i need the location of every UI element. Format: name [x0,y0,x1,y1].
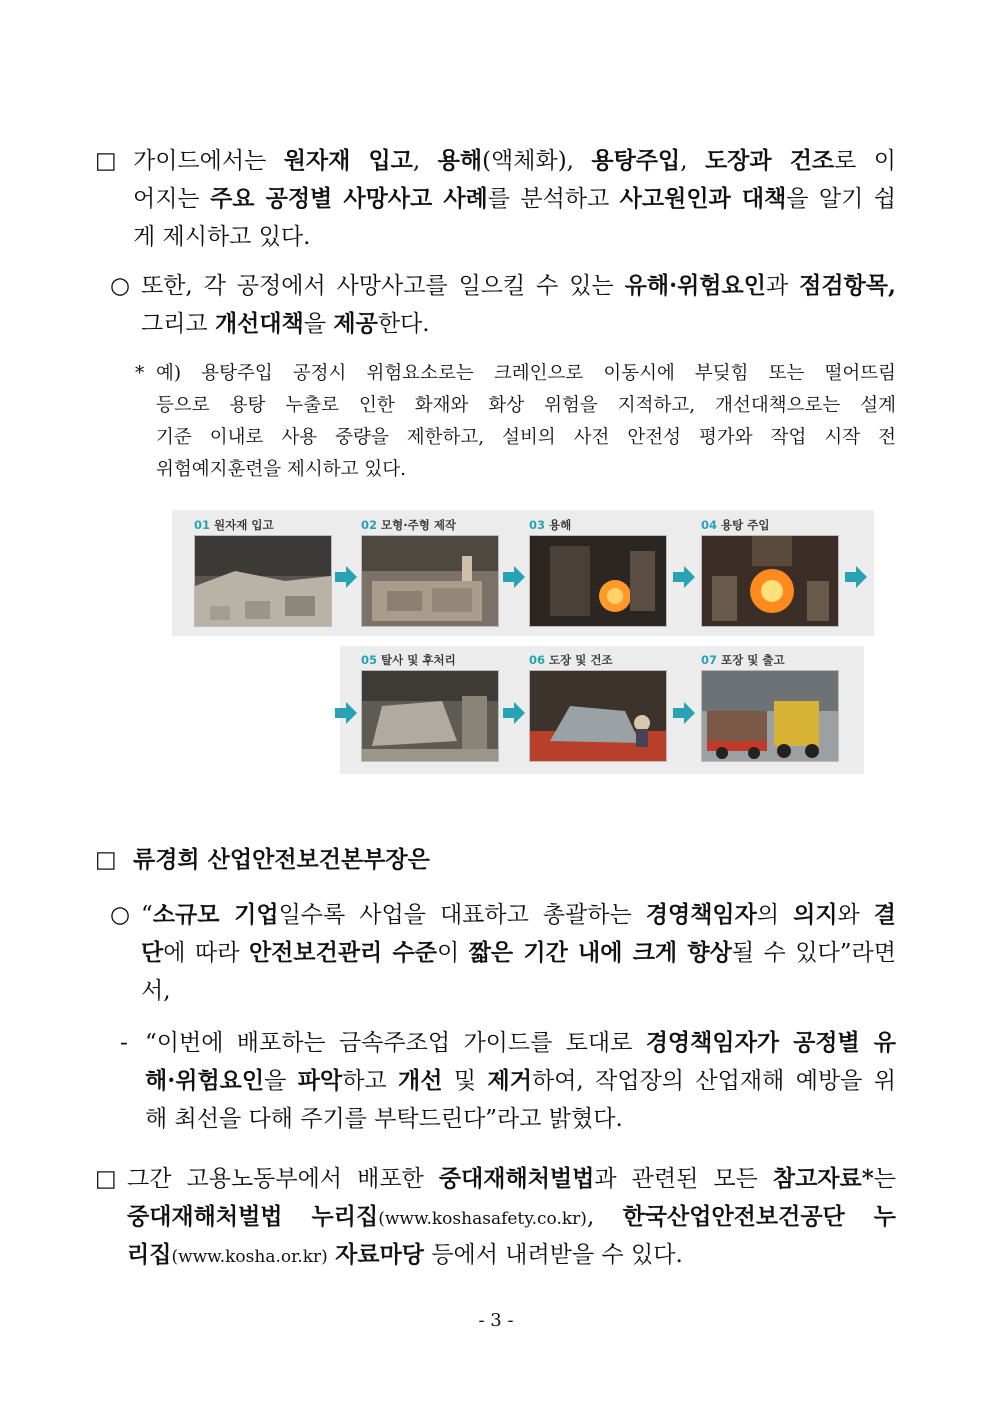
text-line: 가이드에서는 원자재 입고, 용해(액체화), 용탕주입, 도장과 건조로 이 [133,147,896,174]
process-arrow-icon [503,566,525,588]
text-line: 또한, 각 공정에서 사망사고를 일으킬 수 있는 유해·위험요인과 점검항목, [141,272,896,299]
process-photo-pouring [701,535,839,627]
text-line: 어지는 주요 공정별 사망사고 사례를 분석하고 사고원인과 대책을 알기 쉽 [133,185,896,212]
note-line: 위험예지훈련을 제시하고 있다. [156,459,406,480]
process-arrow-icon [673,702,695,724]
process-step-label: 01 원자재 입고 [194,518,274,532]
process-step-label: 04 용탕 주입 [701,518,770,532]
section2-dash-marker: - [120,1030,128,1056]
text-line: “소규모 기업일수록 사업을 대표하고 총괄하는 경영책임자의 의지와 결 [141,901,897,928]
process-arrow-icon [673,566,695,588]
section3-paragraph [127,1160,896,1274]
process-photo-mold-making [361,535,499,627]
section1-sub-paragraph [141,267,896,343]
process-step [701,650,839,762]
section1-marker: □ [95,148,117,174]
process-arrow-icon [503,702,525,724]
text-line: 서, [141,978,171,1004]
text-line: 중대재해처벌법 누리집(www.koshasafety.co.kr), 한국산업안전보건공단 누 [127,1203,896,1230]
note-line: 등으로 용탕 누출로 인한 화재와 화상 위험을 지적하고, 개선대책으로는 설계 [156,395,896,416]
process-step [701,515,839,627]
note-paragraph [156,358,896,486]
process-photo-melting [529,535,667,627]
text-line: 그간 고용노동부에서 배포한 중대재해처벌법과 관련된 모든 참고자료*는 [127,1165,896,1192]
process-step-label: 06 도장 및 건조 [529,653,613,667]
process-arrow-icon [335,702,357,724]
section2-title: 류경희 산업안전보건본부장은 [133,846,430,873]
text-line: 게 제시하고 있다. [133,224,311,250]
page-number: - 3 - [478,1310,514,1331]
section3-marker: □ [95,1166,117,1192]
process-step [529,515,667,627]
process-step-label: 02 모형·주형 제작 [361,518,457,532]
process-photo-shipping [701,670,839,762]
process-photo-painting [529,670,667,762]
text-line: 그리고 개선대책을 제공한다. [141,310,430,337]
text-line: “이번에 배포하는 금속주조업 가이드를 토대로 경영책임자가 공정별 유 [145,1029,896,1056]
text-line: 해·위험요인을 파악하고 개선 및 제거하여, 작업장의 산업재해 예방을 위 [145,1067,897,1094]
section2-dash-paragraph [145,1024,896,1138]
note-line: 기준 이내로 사용 중량을 제한하고, 설비의 사전 안전성 평가와 작업 시작 전 [156,427,896,448]
process-step [361,650,499,762]
section2-quote-paragraph [141,896,896,1010]
note-line: 예) 용탕주입 공정시 위험요소로는 크레인으로 이동시에 부딪힘 또는 떨어뜨림 [156,363,896,384]
process-step [529,650,667,762]
process-step [194,515,332,627]
section2-marker: □ [95,847,117,873]
process-step-label: 05 탈사 및 후처리 [361,653,456,667]
process-arrow-icon [845,566,867,588]
process-step [361,515,499,627]
text-line: 단에 따라 안전보건관리 수준이 짧은 기간 내에 크게 향상될 수 있다”라면 [141,939,896,966]
section1-paragraph [133,142,896,256]
process-photo-raw-material [194,535,332,627]
process-step-label: 03 용해 [529,518,572,532]
process-step-label: 07 포장 및 출고 [701,653,785,667]
text-line: 해 최선을 다해 주기를 부탁드린다”라고 밝혔다. [145,1106,623,1132]
section2-quote-marker: ○ [110,902,131,928]
process-arrow-icon [335,566,357,588]
note-marker: * [135,363,145,384]
text-line: 리집(www.kosha.or.kr) 자료마당 등에서 내려받을 수 있다. [127,1241,683,1268]
section1-sub-marker: ○ [110,273,131,299]
process-photo-shakeout [361,670,499,762]
